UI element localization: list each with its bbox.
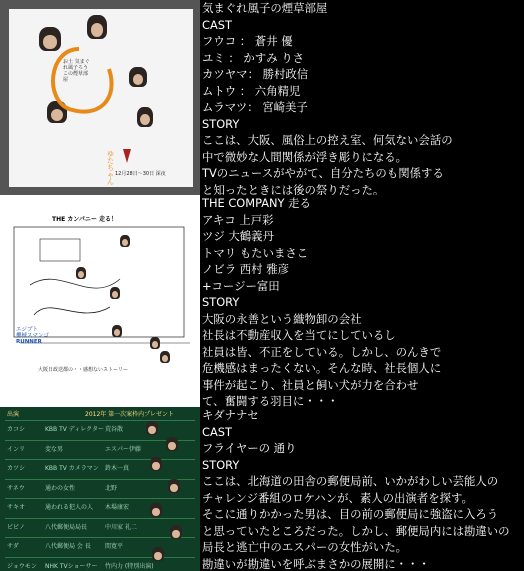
- entry-text-3: [200, 407, 522, 571]
- actor-cell: 荒谷散: [105, 426, 124, 433]
- cast-line: ユミ ： かすみ りさ: [202, 50, 304, 65]
- actor-cell: 鈴木一真: [105, 465, 130, 472]
- table-row: [5, 499, 195, 519]
- cast-line: ムラマツ： 宮崎美子: [202, 100, 308, 114]
- flyer-thumbnail-1[interactable]: [0, 0, 200, 195]
- bubble-line: お土 気まぐ: [63, 59, 90, 65]
- badge-line: RUNNER: [16, 339, 42, 345]
- cast-line: +コージー富田: [202, 278, 280, 293]
- cast-line: アキコ 上戸彩: [202, 212, 274, 227]
- cast-photo: [120, 235, 130, 247]
- section-label: CAST: [202, 17, 232, 32]
- desc-cell: 通われる犯人の人: [45, 504, 94, 511]
- cast-photo: [76, 267, 86, 279]
- entry-text-1: [200, 0, 522, 195]
- actor-cell: 木場康宏: [105, 504, 130, 511]
- header-cell: 2012年 第一次案枠内プレゼント: [85, 411, 174, 418]
- cast-photo: [146, 421, 158, 435]
- role-cell: サネウ: [7, 484, 25, 492]
- table-header: [5, 410, 195, 421]
- side-char: ゃ: [107, 171, 114, 179]
- cast-photo: [150, 503, 162, 517]
- story-line: 勘違いが勘違いを呼ぶまさかの展開に・・・: [202, 556, 430, 571]
- story-line: と知ったときには後の祭りだった。: [202, 182, 385, 195]
- runner-badge: [16, 327, 49, 345]
- section-label: STORY: [202, 116, 240, 131]
- flyer-title: THE カンパニー 走る！: [52, 216, 117, 223]
- story-line: と思っていたところだった。しかし、郵便局内には勘違いの: [202, 523, 510, 538]
- cast-line: フライヤーの 通り: [202, 441, 297, 455]
- cast-photo: [170, 525, 182, 539]
- title: キダナナセ: [202, 408, 259, 422]
- cast-line: トマリ もたいまさこ: [202, 245, 309, 260]
- cast-photo: [168, 479, 180, 493]
- story-line: 社員は皆、不正をしている。しかし、のんきで: [202, 344, 442, 359]
- desc-cell: 通わの女性: [45, 484, 76, 492]
- actor-cell: 中川家 礼二: [105, 523, 137, 531]
- bubble-line: 屋: [63, 77, 69, 83]
- desc-cell: NHK TVショーサー: [45, 562, 98, 570]
- table-row: [5, 558, 195, 571]
- cast-table: [5, 410, 195, 571]
- section-label: STORY: [202, 295, 240, 309]
- story-line: て、奮闘する羽目に・・・: [202, 394, 339, 407]
- role-cell: インリ: [7, 445, 26, 453]
- side-char: た: [107, 157, 114, 165]
- cast-line: カツヤマ： 勝村政信: [202, 67, 309, 81]
- story-line: 社長は不動産収入を当てにしているし: [202, 328, 396, 342]
- story-line: ここは、北海道の田舎の郵便局前、いかがわしい芸能人の: [202, 474, 499, 488]
- actor-cell: 北野: [105, 484, 118, 492]
- role-cell: サダ: [7, 543, 19, 550]
- story-line: ここは、大阪、風俗上の控え室、何気ない会話の: [202, 133, 453, 147]
- actor-cell: 竹内力 (特別出演): [105, 562, 154, 570]
- cast-line: ツジ 大鶴義丹: [202, 229, 274, 243]
- desc-cell: 八代郵便局局長: [45, 523, 88, 531]
- table-row: [5, 538, 195, 558]
- flyer-thumbnail-2[interactable]: [0, 195, 200, 407]
- story-line: チャレンジ番組のロケハンが、素人の出演者を探す。: [202, 490, 473, 505]
- desc-cell: KBB TV カメラマン: [45, 465, 99, 472]
- cast-line: ムトウ ： 六角精児: [202, 83, 301, 98]
- flyer-paper: [9, 9, 193, 187]
- desc-cell: KBB TV ディレクター: [45, 426, 105, 433]
- story-line: 局長と逃亡中のエスパーの女性がいた。: [202, 540, 408, 554]
- title: THE COMPANY 走る: [202, 196, 311, 210]
- role-cell: カコシ: [7, 426, 26, 433]
- side-char: ゆ: [107, 150, 114, 158]
- cast-photo: [152, 547, 164, 561]
- date-note: 12月28日〜30日 深夜: [115, 171, 166, 177]
- cast-line: ノビラ 西村 雅彦: [202, 262, 289, 276]
- entry-row-1: [0, 0, 524, 195]
- side-char: ち: [107, 164, 114, 172]
- section-label: STORY: [202, 457, 240, 472]
- bubble-text: [63, 59, 90, 83]
- flyer-footer: 大阪日政送都の・・感想ないストーリー: [38, 367, 129, 373]
- layout-sketch: [0, 195, 200, 407]
- story-line: 危機感はまったくない。そんな時、社長個人に: [202, 361, 442, 375]
- cast-photo: [112, 325, 122, 337]
- desc-cell: 八代郵便局 会 長: [45, 543, 91, 550]
- role-cell: サキオ: [7, 504, 26, 511]
- title: 気まぐれ風子の煙草部屋: [202, 1, 328, 15]
- table-row: [5, 519, 195, 539]
- cast-photo: [110, 287, 120, 299]
- flyer-thumbnail-3[interactable]: [0, 407, 200, 571]
- cast-photo: [150, 457, 162, 471]
- role-cell: ビビノ: [7, 523, 25, 531]
- role-cell: ジョウモン: [7, 562, 37, 570]
- actor-cell: 間寛平: [105, 543, 124, 550]
- badge-line: 機械スマンゴ: [16, 333, 49, 339]
- entry-text-2: [200, 195, 522, 407]
- cast-line: フウコ ： 蒼井 優: [202, 34, 293, 48]
- story-line: 大阪の永善という織物卸の会社: [202, 311, 362, 326]
- story-line: TVのニュースがやがて、自分たちのも関係する: [202, 166, 444, 180]
- bubble-line: この煙草部: [63, 71, 89, 77]
- cast-photo: [150, 337, 160, 349]
- orange-doodle: [9, 9, 193, 187]
- desc-cell: 変な男: [45, 445, 64, 453]
- side-char: ん: [107, 178, 114, 186]
- entry-row-3: [0, 407, 524, 571]
- cast-photo: [166, 437, 178, 451]
- side-title: [107, 151, 114, 186]
- story-line: 中で微妙な人間関係が浮き彫りになる。: [202, 149, 408, 164]
- story-line: そこに通りかかった男は、目の前の郵便局に強盗に入ろう: [202, 507, 499, 521]
- cast-photo: [160, 351, 170, 363]
- table-row: [5, 460, 195, 480]
- badge-line: エジプト: [16, 327, 39, 333]
- role-cell: カツシ: [7, 465, 26, 472]
- section-label: CAST: [202, 424, 232, 439]
- bubble-line: れ風子ろう: [63, 65, 89, 71]
- entry-row-2: [0, 195, 524, 407]
- header-cell: 出演: [7, 411, 20, 418]
- table-row: [5, 480, 195, 500]
- actor-cell: エスパー伊藤: [105, 445, 142, 453]
- story-line: 事件が起こり、社員と飼い犬が力を合わせ: [202, 377, 419, 392]
